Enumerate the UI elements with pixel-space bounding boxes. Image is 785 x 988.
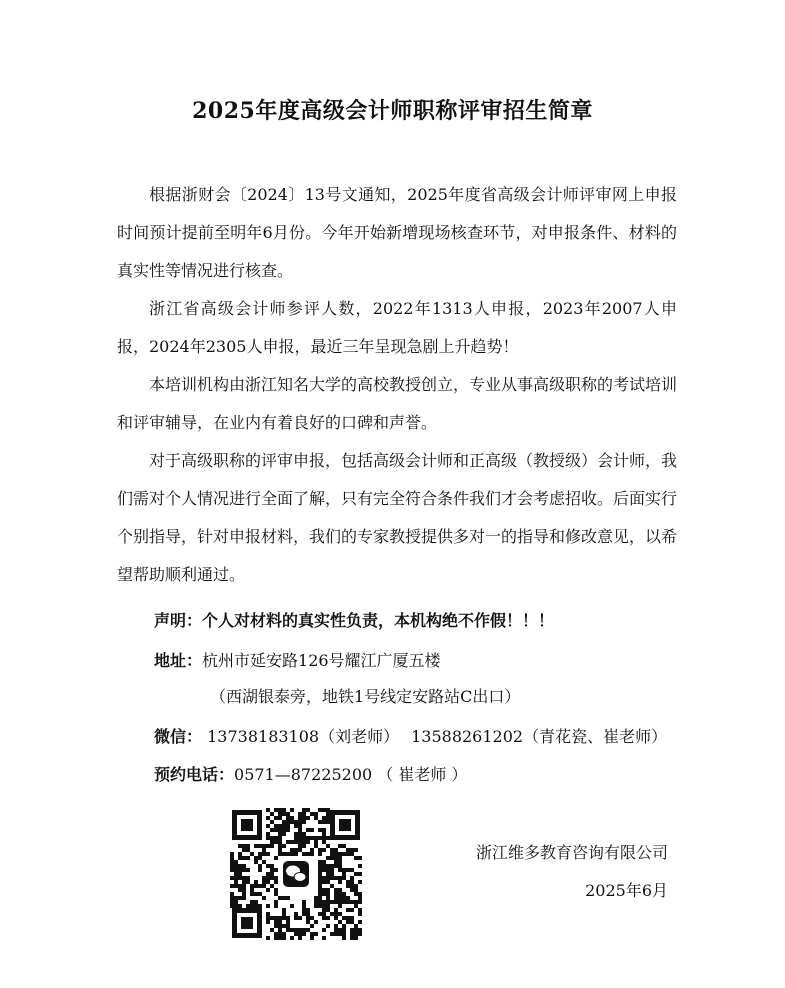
paragraph-statistics	[117, 290, 677, 366]
company-name: 浙江维多教育咨询有限公司	[475, 843, 668, 862]
paragraph-text: 对于高级职称的评审申报，包括高级会计师和正高级（教授级）会计师，我们需对个人情况进行全面了解，只有完全符合条件我们才会考虑招收。后面实行个别指导，针对申报材料，我们的专家教授提供多对一的指导和修改意见，以希望帮助顺利通过。	[117, 451, 678, 584]
wechat-contact-2: 13588261202（青花瓷、崔老师）	[411, 727, 668, 746]
phone-value: 0571—87225200 （ 崔老师 ）	[234, 765, 468, 784]
address-value: 杭州市延安路126号耀江广厦五楼	[202, 651, 441, 670]
wechat-qr-code-icon	[230, 808, 362, 940]
paragraph-text: 浙江省高级会计师参评人数，2022年1313人申报，2023年2007人申报，2024年2305人申报，最近三年呈现急剧上升趋势！	[117, 299, 677, 356]
declaration: 声明：个人对材料的真实性负责，本机构绝不作假！！！	[154, 611, 555, 630]
phone-line	[154, 762, 467, 785]
paragraph-about	[117, 366, 677, 442]
paragraph-service	[117, 442, 677, 594]
issue-date: 2025年6月	[585, 881, 668, 900]
paragraph-notice	[117, 176, 677, 290]
address-label: 地址：	[154, 651, 203, 670]
address-line	[154, 648, 441, 671]
address-note: （西湖银泰旁，地铁1号线定安路站C出口）	[210, 687, 521, 706]
paragraph-text: 根据浙财会〔2024〕13号文通知，2025年度省高级会计师评审网上申报时间预计提前至明年6月份。今年开始新增现场核查环节，对申报条件、材料的真实性等情况进行核查。	[117, 185, 677, 280]
wechat-contact-1: 13738183108（刘老师）	[207, 727, 400, 746]
phone-label: 预约电话：	[154, 765, 235, 784]
paragraph-text: 本培训机构由浙江知名大学的高校教授创立，专业从事高级职称的考试培训和评审辅导，在业内有着良好的口碑和声誉。	[117, 375, 678, 432]
wechat-label: 微信：	[154, 727, 203, 746]
page-title: 2025年度高级会计师职称评审招生简章	[192, 98, 593, 124]
wechat-line	[154, 724, 667, 747]
